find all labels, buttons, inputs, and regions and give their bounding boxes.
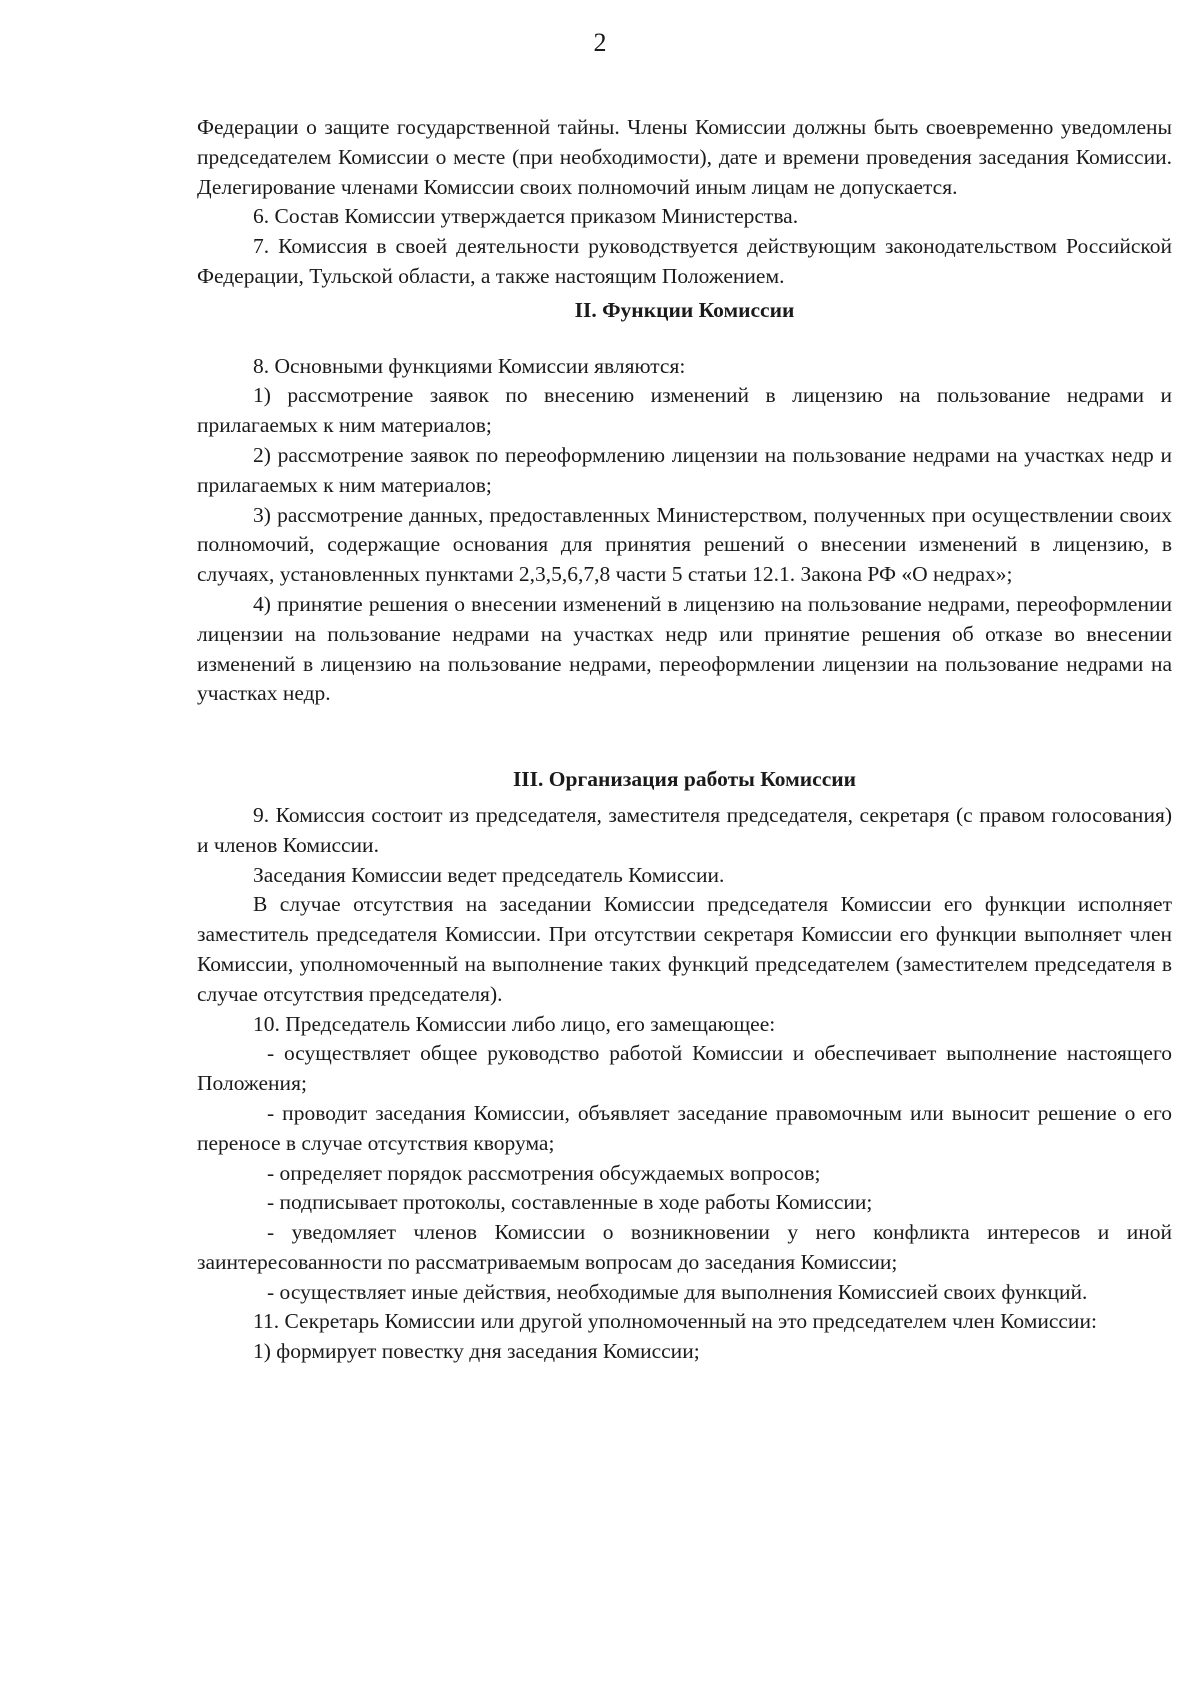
- function-item-2: 2) рассмотрение заявок по переоформлению лицензии на пользование недрами на участках недр и прилагаемых к ним материалов;: [197, 442, 1172, 497]
- intro-paragraph: Федерации о защите государственной тайны. Члены Комиссии должны быть своевременно уведомлены председателем Комиссии о месте (при необходимости), дате и времени проведения заседания Комиссии. Делегирование членами Комиссии своих полномочий иным лицам не допускается.: [197, 115, 1172, 199]
- section-2-heading: II. Функции Комиссии: [574, 297, 795, 322]
- chair-duty-5: - уведомляет членов Комиссии о возникновении у него конфликта интересов и иной заинтересованности по рассматриваемым вопросам до заседания Комиссии;: [197, 1220, 1172, 1274]
- page-number: 2: [593, 28, 607, 57]
- chair-duty-2: - проводит заседания Комиссии, объявляет заседание правомочным или выносит решение о его переносе в случае отсутствия кворума;: [197, 1100, 1172, 1155]
- function-item-3: 3) рассмотрение данных, предоставленных Министерством, полученных при осуществлении своих полномочий, содержащие основания для принятия решений о внесении изменений в лицензию, в случаях, установленных пунктами 2,3,5,6,7,8 части 5 статьи 12.1. Закона РФ «О недрах»;: [197, 502, 1172, 587]
- chair-duty-3: - определяет порядок рассмотрения обсуждаемых вопросов;: [267, 1160, 821, 1185]
- paragraph-8: 8. Основными функциями Комиссии являются:: [253, 353, 686, 378]
- paragraph-9: 9. Комиссия состоит из председателя, заместителя председателя, секретаря (с правом голосования) и членов Комиссии.: [197, 802, 1172, 857]
- chair-duty-6: - осуществляет иные действия, необходимые для выполнения Комиссией своих функций.: [267, 1279, 1088, 1304]
- secretary-item-1: 1) формирует повестку дня заседания Комиссии;: [253, 1339, 700, 1364]
- paragraph-7: 7. Комиссия в своей деятельности руководствуется действующим законодательством Российской Федерации, Тульской области, а также настоящим Положением.: [197, 234, 1172, 288]
- paragraph-10: 10. Председатель Комиссии либо лицо, его замещающее:: [253, 1011, 776, 1036]
- chair-duty-1: - осуществляет общее руководство работой Комиссии и обеспечивает выполнение настоящего Положения;: [197, 1041, 1172, 1096]
- function-item-1: 1) рассмотрение заявок по внесению изменений в лицензию на пользование недрами и прилагаемых к ним материалов;: [197, 383, 1172, 438]
- paragraph-6: 6. Состав Комиссии утверждается приказом Министерства.: [253, 204, 799, 229]
- document-body: [197, 113, 1172, 1367]
- paragraph-11: 11. Секретарь Комиссии или другой уполномоченный на это председателем член Комиссии:: [253, 1309, 1097, 1334]
- function-item-4: 4) принятие решения о внесении изменений в лицензию на пользование недрами, переоформлении лицензии на пользование недрами на участках недр или принятие решения об отказе во внесении изменений в лицензию на пользование недрами, переоформлении лицензии на пользование недрами на участках недр.: [197, 591, 1172, 706]
- chair-duty-4: - подписывает протоколы, составленные в ходе работы Комиссии;: [267, 1190, 873, 1215]
- section-3-heading: III. Организация работы Комиссии: [512, 767, 857, 792]
- paragraph-9-absence: В случае отсутствия на заседании Комиссии председателя Комиссии его функции исполняет заместитель председателя Комиссии. При отсутствии секретаря Комиссии его функции выполняет член Комиссии, уполномоченный на выполнение таких функций председателем (заместителем председателя в случае отсутствия председателя).: [197, 892, 1172, 1006]
- paragraph-9-chair: Заседания Комиссии ведет председатель Комиссии.: [253, 862, 725, 887]
